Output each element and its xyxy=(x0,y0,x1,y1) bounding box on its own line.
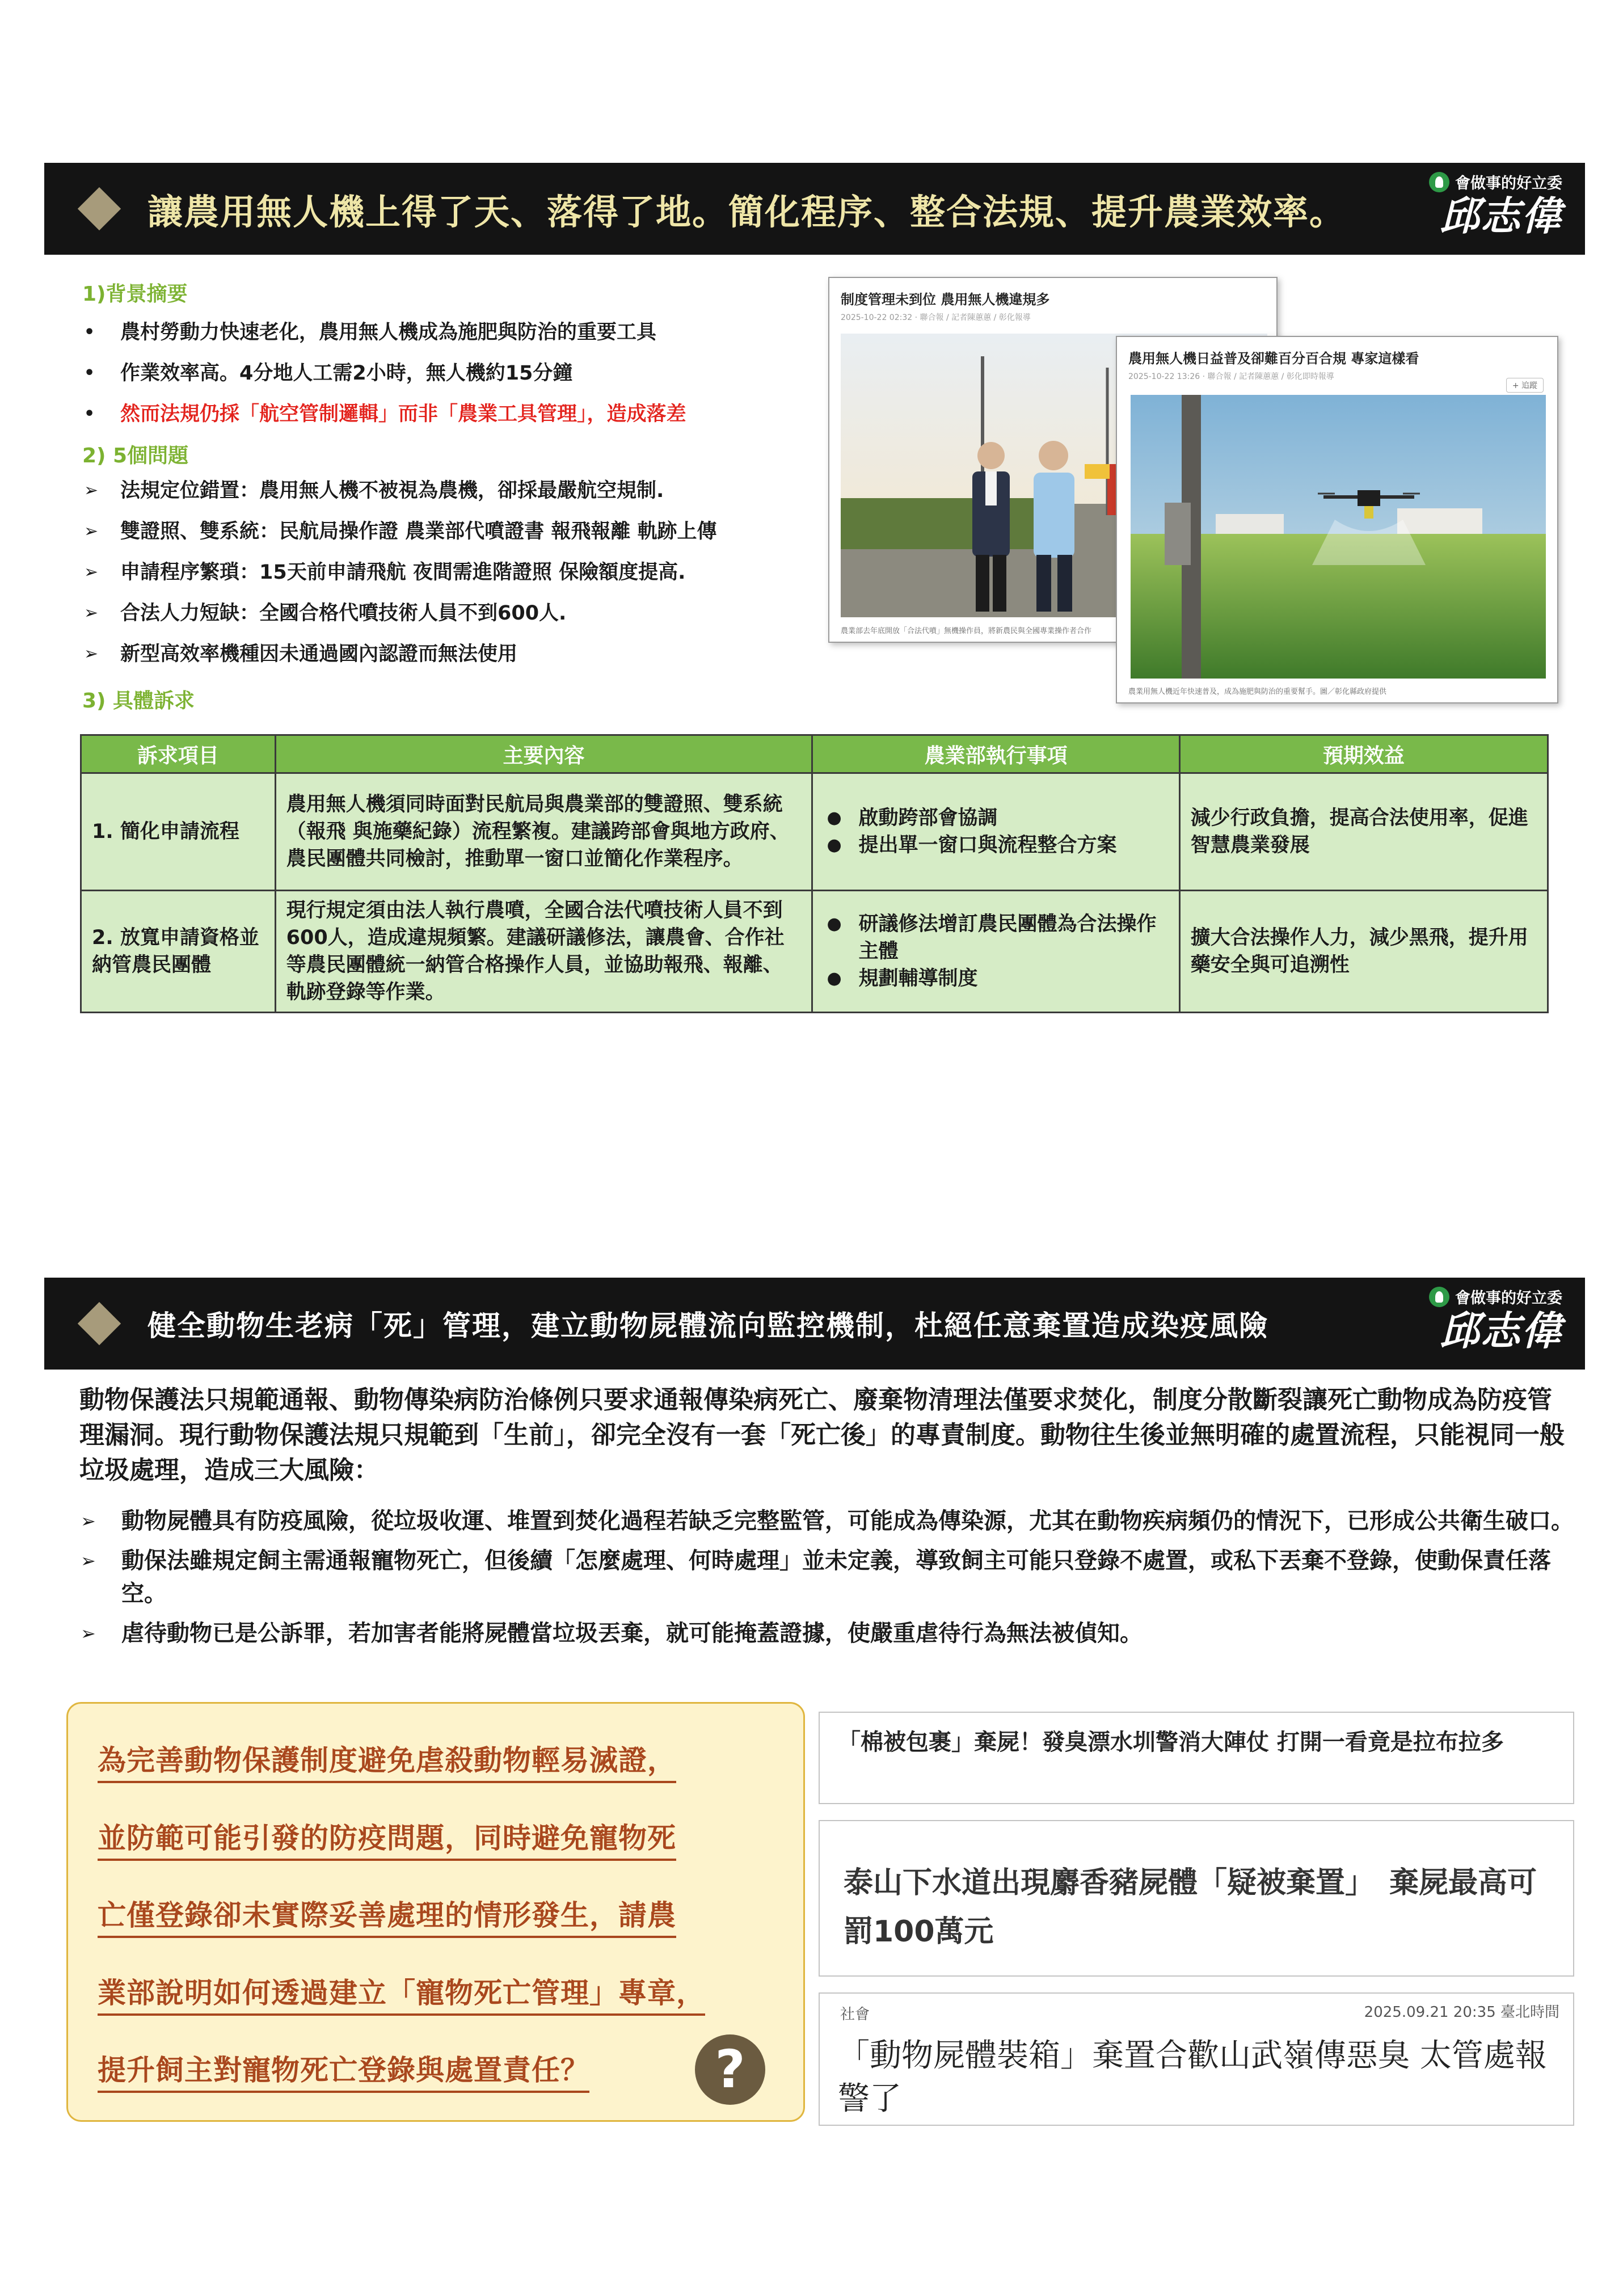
request-actions-cell xyxy=(812,773,1179,891)
diamond-icon xyxy=(78,1302,121,1345)
question-line: 業部說明如何透過建立「寵物死亡管理」專章， xyxy=(98,1970,705,2016)
brand-block xyxy=(1420,1286,1562,1362)
news-headline-2[interactable] xyxy=(819,1820,1574,1977)
brand-name: 邱志偉 xyxy=(1440,192,1562,239)
news-title: 泰山下水道出現麝香豬屍體「疑被棄置」 棄屍最高可罰100萬元 xyxy=(844,1866,1537,1949)
news-title: 「棉被包裹」棄屍！發臭漂水圳警消大陣仗 打開一看竟是拉布拉多 xyxy=(838,1729,1504,1755)
chevron-right-icon: ➢ xyxy=(81,1623,96,1644)
list-item: ● 研議修法增訂農民團體為合法操作主體 xyxy=(823,911,1168,965)
question-line: 亡僅登錄卻未實際妥善處理的情形發生，請農 xyxy=(98,1893,676,1938)
question-line: 並防範可能引發的防疫問題，同時避免寵物死 xyxy=(98,1815,676,1861)
section1-title: 讓農用無人機上得了天、落得了地。簡化程序、整合法規、提升農業效率。 xyxy=(147,191,1346,233)
news-title: 「動物屍體裝箱」棄置合歡山武嶺傳惡臭 太管處報警了 xyxy=(838,2037,1547,2117)
chevron-right-icon: ➢ xyxy=(84,521,99,541)
chevron-right-icon: ➢ xyxy=(84,644,99,664)
news-headline-3[interactable] xyxy=(819,1992,1574,2126)
request-benefit-cell: 擴大合法操作人力，減少黑飛，提升用藥安全與可追溯性 xyxy=(1179,891,1548,1013)
news-photo xyxy=(1131,395,1546,679)
table-row xyxy=(81,891,1548,1013)
party-logo-icon xyxy=(1429,172,1449,192)
news-category: 社會 xyxy=(840,2006,870,2023)
request-content-cell: 農用無人機須同時面對民航局與農業部的雙證照、雙系統（報飛 與施藥紀錄）流程繁複。建議跨部會與地方政府、農民團體共同檢討，推動單一窗口並簡化作業程序。 xyxy=(275,773,812,891)
news-meta: 2025-10-22 02:32 · 聯合報 / 記者陳蕙蕙 / 彰化報導 xyxy=(841,313,1031,322)
party-logo-icon xyxy=(1429,1287,1449,1307)
list-item: ➢ 法規定位錯置：農用無人機不被視為農機，卻採最嚴航空規制. xyxy=(79,470,717,511)
request-item-cell: 2. 放寬申請資格並納管農民團體 xyxy=(81,891,276,1013)
requests-heading: 3) 具體訴求 xyxy=(82,689,195,713)
dot-icon: • xyxy=(84,322,95,342)
column-header: 主要內容 xyxy=(275,735,812,773)
news-date: 2025.09.21 20:35 臺北時間 xyxy=(1364,2004,1559,2021)
follow-button[interactable]: + 追蹤 xyxy=(1506,378,1544,393)
request-actions-cell xyxy=(812,891,1179,1013)
news-screenshot-b xyxy=(1116,336,1558,703)
news-headline-1[interactable] xyxy=(819,1712,1574,1804)
question-mark-icon: ? xyxy=(695,2034,765,2105)
chevron-right-icon: ➢ xyxy=(84,481,99,500)
column-header: 訴求項目 xyxy=(81,735,276,773)
chevron-right-icon: ➢ xyxy=(81,1550,96,1572)
section1-banner xyxy=(44,163,1585,255)
table-row xyxy=(81,773,1548,891)
news-caption: 農業部去年底開放「合法代噴」無機操作員，將新農民與全國專業操作者合作 xyxy=(841,627,1092,635)
list-item: ➢ 雙證照、雙系統：民航局操作證 農業部代噴證書 報飛報離 軌跡上傳 xyxy=(79,511,717,552)
list-item: ➢ 動物屍體具有防疫風險，從垃圾收運、堆置到焚化過程若缺乏完整監管，可能成為傳染源，尤其在動物疾病頻仍的情況下，已形成公共衛生破口。 xyxy=(78,1505,1576,1537)
risk-list xyxy=(78,1505,1576,1657)
news-caption: 農業用無人機近年快速普及，成為施肥與防治的重要幫手。圖／彰化縣政府提供 xyxy=(1128,688,1387,696)
dot-icon: • xyxy=(84,363,95,383)
brand-block xyxy=(1420,171,1562,247)
request-content-cell: 現行規定須由法人執行農噴，全國合法代噴技術人員不到600人，造成違規頻繁。建議研議修法，讓農會、合作社等農民團體統一納管合格操作人員，並協助報飛、報離、軌跡登錄等作業。 xyxy=(275,891,812,1013)
news-title: 制度管理未到位 農用無人機違規多 xyxy=(841,292,1050,307)
brand-slogan: 會做事的好立委 xyxy=(1455,175,1562,192)
list-item: ➢ 新型高效率機種因未通過國內認證而無法使用 xyxy=(79,634,717,675)
column-header: 農業部執行事項 xyxy=(812,735,1179,773)
requests-table xyxy=(80,734,1549,1013)
background-list xyxy=(79,312,686,435)
list-item: • 作業效率高。4分地人工需2小時，無人機約15分鐘 xyxy=(79,353,686,394)
list-item: • 農村勞動力快速老化，農用無人機成為施肥與防治的重要工具 xyxy=(79,312,686,353)
request-benefit-cell: 減少行政負擔，提高合法使用率，促進智慧農業發展 xyxy=(1179,773,1548,891)
problems-list xyxy=(79,470,717,675)
section2-intro: 動物保護法只規範通報、動物傳染病防治條例只要求通報傳染病死亡、廢棄物清理法僅要求焚化，制度分散斷裂讓死亡動物成為防疫管理漏洞。現行動物保護法規只規範到「生前」，卻完全沒有一套「死亡後」的專責制度。動物往生後並無明確的處置流程，只能視同一般垃圾處理，造成三大風險： xyxy=(79,1385,1565,1485)
list-item: • 然而法規仍採「航空管制邏輯」而非「農業工具管理」，造成落差 xyxy=(79,394,686,435)
dot-icon: • xyxy=(84,404,95,424)
list-item: ● 提出單一窗口與流程整合方案 xyxy=(823,832,1168,859)
list-item: ➢ 申請程序繁瑣：15天前申請飛航 夜間需進階證照 保險額度提高. xyxy=(79,552,717,593)
question-box xyxy=(66,1702,805,2122)
question-line: 為完善動物保護制度避免虐殺動物輕易滅證， xyxy=(98,1738,676,1783)
news-title: 農用無人機日益普及卻難百分百合規 專家這樣看 xyxy=(1128,351,1419,366)
list-item: ➢ 動保法雖規定飼主需通報寵物死亡，但後續「怎麼處理、何時處理」並未定義，導致飼主可能只登錄不處置，或私下丟棄不登錄，使動保責任落空。 xyxy=(78,1544,1576,1610)
diamond-icon xyxy=(78,187,121,230)
request-item-cell: 1. 簡化申請流程 xyxy=(81,773,276,891)
brand-slogan: 會做事的好立委 xyxy=(1455,1290,1562,1307)
brand-name: 邱志偉 xyxy=(1440,1307,1562,1354)
question-line: 提升飼主對寵物死亡登錄與處置責任？ xyxy=(98,2048,589,2093)
list-item: ➢ 合法人力短缺：全國合格代噴技術人員不到600人. xyxy=(79,593,717,634)
list-item: ● 啟動跨部會協調 xyxy=(823,804,1168,832)
chevron-right-icon: ➢ xyxy=(84,562,99,582)
table-header-row xyxy=(81,735,1548,773)
chevron-right-icon: ➢ xyxy=(84,603,99,623)
news-meta: 2025-10-22 13:26 · 聯合報 / 記者陳蕙蕙 / 彰化即時報導 xyxy=(1128,372,1334,381)
section2-title: 健全動物生老病「死」管理，建立動物屍體流向監控機制，杜絕任意棄置造成染疫風險 xyxy=(147,1309,1268,1342)
problems-heading: 2) 5個問題 xyxy=(82,444,189,467)
list-item: ● 規劃輔導制度 xyxy=(823,965,1168,992)
section2-banner xyxy=(44,1278,1585,1370)
column-header: 預期效益 xyxy=(1179,735,1548,773)
background-heading: 1)背景摘要 xyxy=(82,283,188,306)
chevron-right-icon: ➢ xyxy=(81,1510,96,1532)
list-item: ➢ 虐待動物已是公訴罪，若加害者能將屍體當垃圾丟棄，就可能掩蓋證據，使嚴重虐待行為無法被偵知。 xyxy=(78,1617,1576,1650)
